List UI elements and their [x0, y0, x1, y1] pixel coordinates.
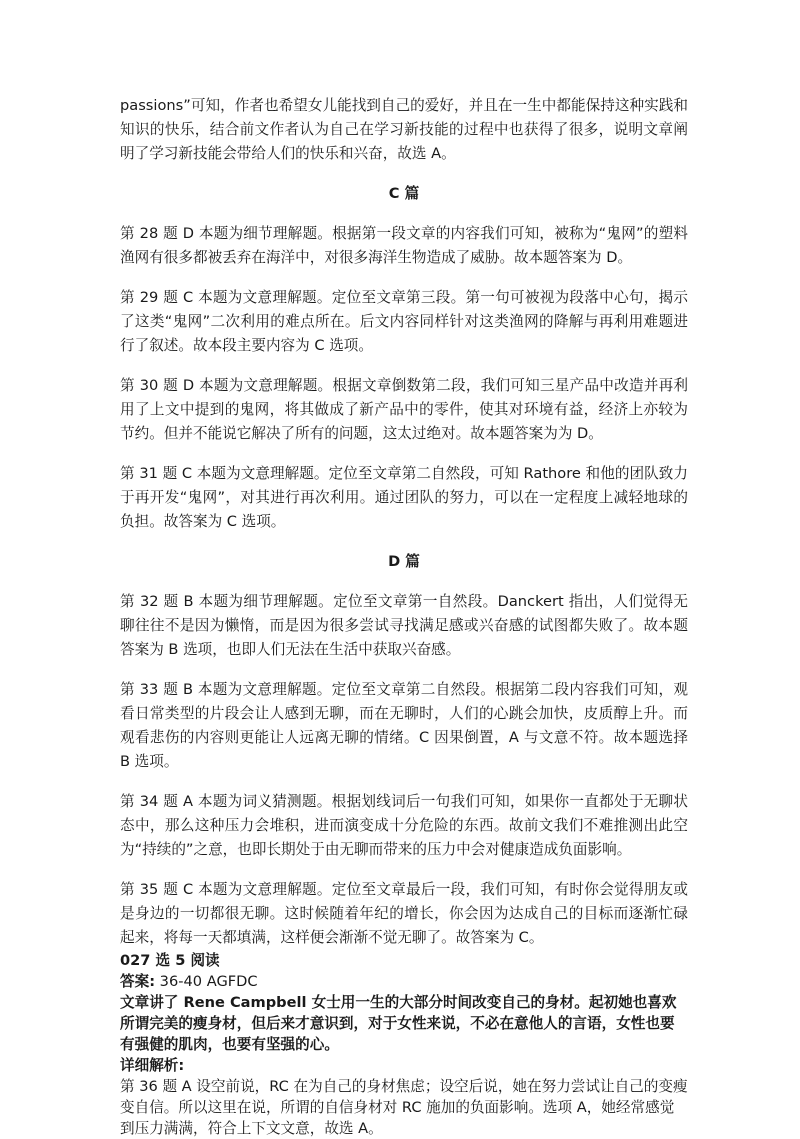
summary-paragraph: 文章讲了 Rene Campbell 女士用一生的大部分时间改变自己的身材。起初她也喜欢所谓完美的瘦身材，但后来才意识到，对于女性来说，不必在意他人的言语，女性也要有强健的肌肉，也要有坚强的心。 — [120, 994, 677, 1053]
answer-line — [120, 971, 688, 992]
document-page — [120, 94, 688, 1139]
detail-label: 详细解析: — [120, 1057, 185, 1074]
answer-paragraph-36: 第 36 题 A 设空前说，RC 在为自己的身材焦虑；设空后说，她在努力尝试让自己的变瘦变自信。所以这里在说，所谓的自信身材对 RC 施加的负面影响。选项 A，她经常感觉到压力满满，符合上下文文意，故选 A。 — [120, 1078, 688, 1137]
section-c-heading: C 篇 — [388, 185, 420, 202]
answer-value: 36-40 AGFDC — [155, 973, 258, 990]
answer-paragraph-28: 第 28 题 D 本题为细节理解题。根据第一段文章的内容我们可知，被称为“鬼网”的塑料渔网有很多都被丢弃在海洋中，对很多海洋生物造成了威胁。故本题答案为 D。 — [120, 225, 688, 266]
answer-label: 答案: — [120, 973, 156, 990]
reading-title: 027 选 5 阅读 — [120, 952, 220, 969]
intro-paragraph: passions”可知，作者也希望女儿能找到自己的爱好，并且在一生中都能保持这种实践和知识的快乐，结合前文作者认为自己在学习新技能的过程中也获得了很多，说明文章阐明了学习新技能会带给人们的快乐和兴奋，故选 A。 — [120, 97, 688, 162]
answer-paragraph-29: 第 29 题 C 本题为文意理解题。定位至文章第三段。第一句可被视为段落中心句，揭示了这类“鬼网”二次利用的难点所在。后文内容同样针对这类渔网的降解与再利用难题进行了叙述。故本段主要内容为 C 选项。 — [120, 289, 688, 354]
answer-paragraph-35: 第 35 题 C 本题为文意理解题。定位至文章最后一段，我们可知，有时你会觉得朋友或是身边的一切都很无聊。这时候随着年纪的增长，你会因为达成自己的目标而逐渐忙碌起来，将每一天都填满，这样便会渐渐不觉无聊了。故答案为 C。 — [120, 881, 688, 946]
answer-paragraph-33: 第 33 题 B 本题为文意理解题。定位至文章第二自然段。根据第二段内容我们可知，观看日常类型的片段会让人感到无聊，而在无聊时，人们的心跳会加快，皮质醇上升。而观看悲伤的内容则更能让人远离无聊的情绪。C 因果倒置，A 与文意不符。故本题选择 B 选项。 — [120, 681, 688, 770]
answer-paragraph-30: 第 30 题 D 本题为文意理解题。根据文章倒数第二段，我们可知三星产品中改造并再利用了上文中提到的鬼网，将其做成了新产品中的零件，使其对环境有益，经济上亦较为节约。但并不能说它解决了所有的问题，这太过绝对。故本题答案为为 D。 — [120, 377, 688, 442]
answer-paragraph-34: 第 34 题 A 本题为词义猜测题。根据划线词后一句我们可知，如果你一直都处于无聊状态中，那么这种压力会堆积，进而演变成十分危险的东西。故前文我们不难推测出此空为“持续的”之意，也即长期处于由无聊而带来的压力中会对健康造成负面影响。 — [120, 793, 688, 858]
answer-paragraph-32: 第 32 题 B 本题为细节理解题。定位至文章第一自然段。Danckert 指出，人们觉得无聊往往不是因为懒惰，而是因为很多尝试寻找满足感或兴奋感的试图都失败了。故本题答案为 B 选项，也即人们无法在生活中获取兴奋感。 — [120, 593, 688, 658]
answer-paragraph-31: 第 31 题 C 本题为文意理解题。定位至文章第二自然段，可知 Rathore 和他的团队致力于再开发“鬼网”，对其进行再次利用。通过团队的努力，可以在一定程度上减轻地球的负担。故答案为 C 选项。 — [120, 465, 688, 530]
section-d-heading: D 篇 — [388, 553, 420, 570]
